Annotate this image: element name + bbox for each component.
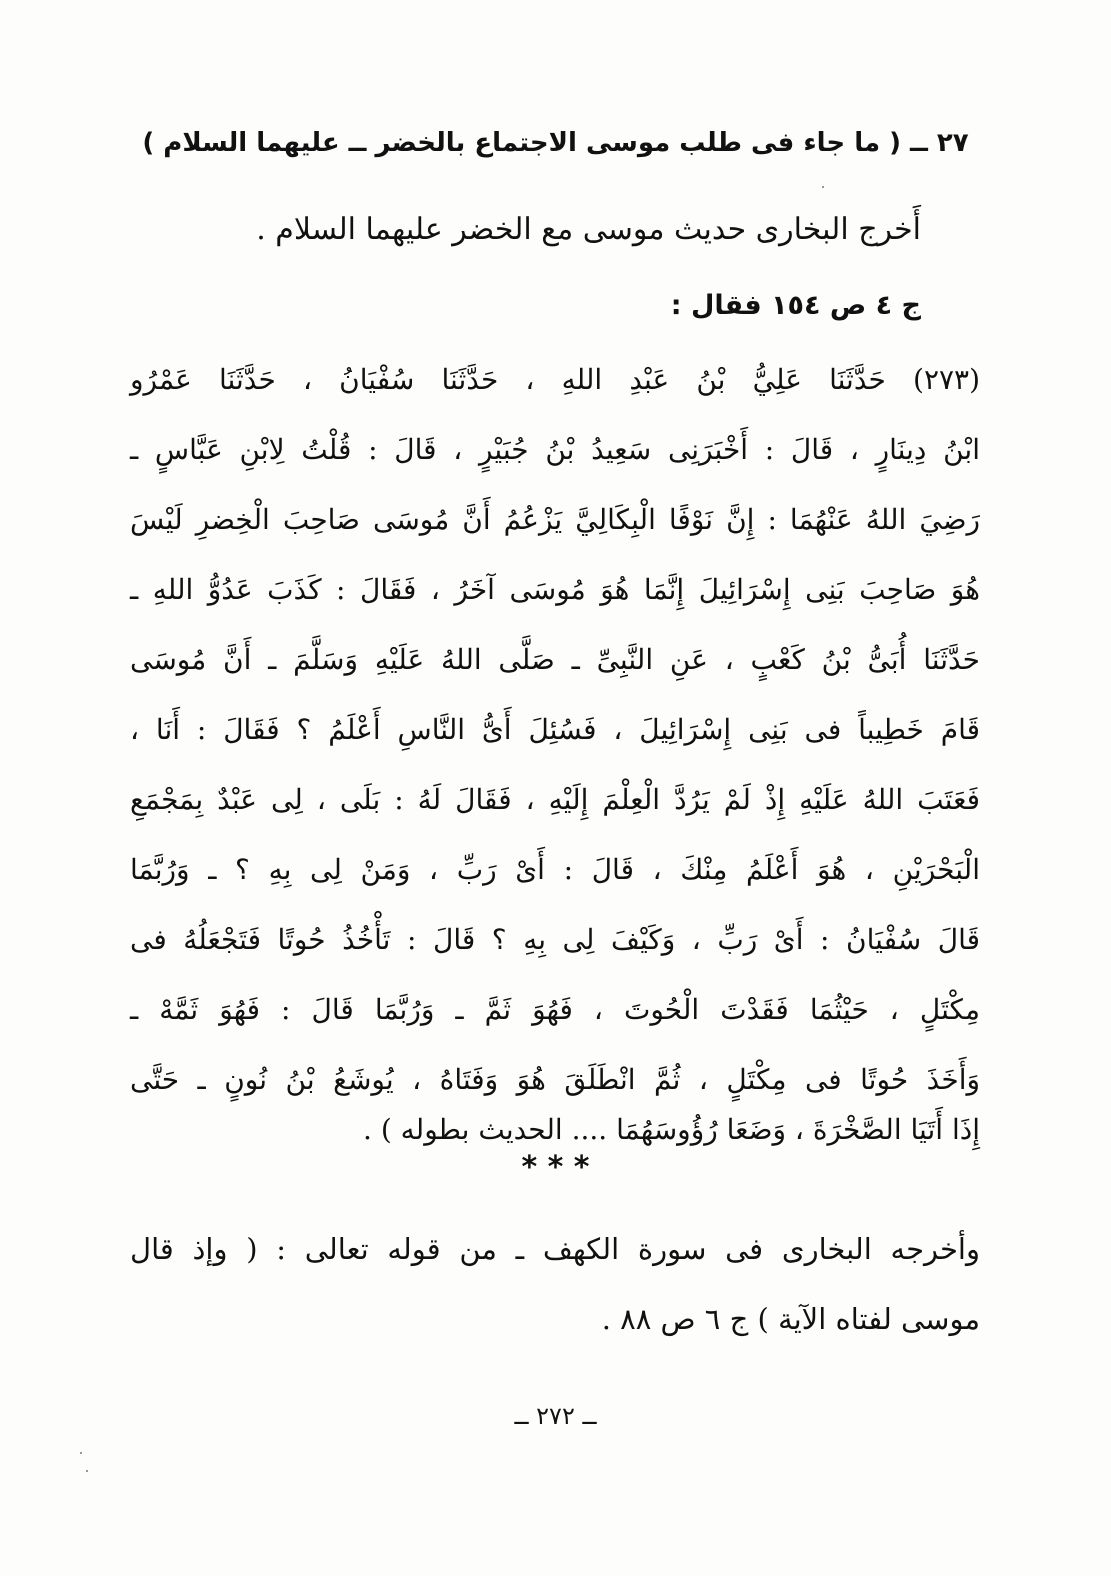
page-number: ــ ٢٧٢ ــ (514, 1402, 597, 1430)
source-reference: ج ٤ ص ١٥٤ فقال : (670, 290, 921, 321)
hadith-line: وَأَخَذَ حُوتًا فى مِكْتَلٍ ، ثُمَّ انْطَلَقَ هُوَ وَفَتَاهُ ، يُوشَعُ بْنُ نُونٍ ـ حَتَّى (130, 1063, 980, 1096)
hadith-line: ابْنُ دِينَارٍ ، قَالَ : أَخْبَرَنِى سَعِيدُ بْنُ جُبَيْرٍ ، قَالَ : قُلْتُ لِابْنِ عَبَّاسٍ ـ (130, 433, 980, 466)
scan-speck (822, 186, 824, 188)
hadith-line: (٢٧٣) حَدَّثَنَا عَلِيُّ بْنُ عَبْدِ اللهِ ، حَدَّثَنَا سُفْيَانُ ، حَدَّثَنَا عَمْرُو (130, 363, 981, 396)
hadith-line: فَعَتَبَ اللهُ عَلَيْهِ إِذْ لَمْ يَرُدَّ الْعِلْمَ إِلَيْهِ ، فَقَالَ لَهُ : بَلَى ، لِى عَبْدٌ بِمَجْمَعِ (130, 783, 980, 816)
chapter-heading: ٢٧ ــ ( ما جاء فى طلب موسى الاجتماع بالخضر ــ عليهما السلام ) (142, 128, 969, 158)
hadith-line: حَدَّثَنَا أُبَىُّ بْنُ كَعْبٍ ، عَنِ النَّبِىِّ ـ صَلَّى اللهُ عَلَيْهِ وَسَلَّمَ ـ أَنَّ مُوسَى (130, 643, 980, 676)
outro-line: موسى لفتاه الآية ) ج ٦ ص ٨٨ . (601, 1302, 980, 1336)
hadith-line: إِذَا أَتَيَا الصَّخْرَةَ ، وَضَعَا رُؤُوسَهُمَا .... الحديث بطوله ) . (363, 1113, 980, 1146)
scan-speck (86, 1470, 88, 1472)
hadith-line: مِكْتَلٍ ، حَيْثُمَا فَقَدْتَ الْحُوتَ ، فَهُوَ ثَمَّ ـ وَرُبَّمَا قَالَ : فَهُوَ ثَمَّهْ ـ (130, 993, 980, 1026)
hadith-line: قَالَ سُفْيَانُ : أَىْ رَبِّ ، وَكَيْفَ لِى بِهِ ؟ قَالَ : تَأْخُذُ حُوتًا فَتَجْعَلُهُ فى (130, 923, 980, 956)
outro-line: وأخرجه البخارى فى سورة الكهف ـ من قوله تعالى : ( وإذ قال (130, 1232, 980, 1266)
section-separator: * * * (521, 1150, 590, 1185)
hadith-line: الْبَحْرَيْنِ ، هُوَ أَعْلَمُ مِنْكَ ، قَالَ : أَىْ رَبِّ ، وَمَنْ لِى بِهِ ؟ ـ وَرُبَّمَا (130, 853, 980, 886)
intro-text: أَخرج البخارى حديث موسى مع الخضر عليهما السلام . (256, 212, 921, 247)
hadith-line: قَامَ خَطِيباً فى بَنِى إِسْرَائِيلَ ، فَسُئِلَ أَىُّ النَّاسِ أَعْلَمُ ؟ فَقَالَ : أَنَا ، (130, 713, 980, 746)
hadith-line: رَضِيَ اللهُ عَنْهُمَا : إِنَّ نَوْفًا الْبِكَالِيَّ يَزْعُمُ أَنَّ مُوسَى صَاحِبَ الْخِضرِ لَيْسَ (130, 503, 980, 536)
scan-speck (80, 1452, 82, 1454)
hadith-line: هُوَ صَاحِبَ بَنِى إِسْرَائِيلَ إِنَّمَا هُوَ مُوسَى آخَرُ ، فَقَالَ : كَذَبَ عَدُوُّ اللهِ ـ (130, 573, 980, 606)
